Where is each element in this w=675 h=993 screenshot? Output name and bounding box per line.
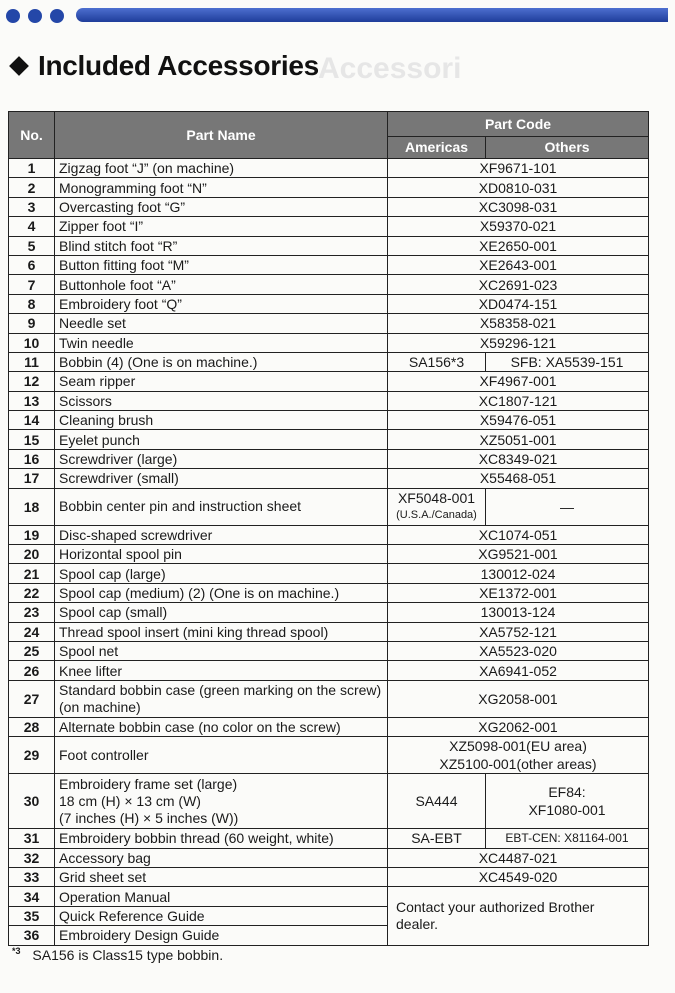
part-name: Spool cap (small) <box>55 603 388 622</box>
header-part-name: Part Name <box>55 112 388 159</box>
contact-dealer-note: Contact your authorized Brother dealer. <box>388 887 649 945</box>
row-number: 3 <box>9 197 55 216</box>
part-code <box>388 525 649 544</box>
table-row <box>9 661 649 680</box>
table-row <box>9 583 649 602</box>
part-code <box>388 848 649 867</box>
table-row <box>9 564 649 583</box>
part-code-value: XE2643-001 <box>479 257 557 274</box>
part-code <box>388 867 649 886</box>
table-row <box>9 488 649 525</box>
part-name: Twin needle <box>55 333 388 352</box>
table-row <box>9 333 649 352</box>
part-code-value: XC1074-051 <box>478 526 558 543</box>
table-row <box>9 178 649 197</box>
table-row <box>9 774 649 829</box>
table-row <box>9 829 649 848</box>
part-code-value: XC4549-020 <box>478 869 558 886</box>
part-name: Embroidery foot “Q” <box>55 294 388 313</box>
table-row <box>9 622 649 641</box>
header-dot-icon <box>50 9 64 23</box>
part-code <box>388 564 649 583</box>
part-name: Disc-shaped screwdriver <box>55 525 388 544</box>
part-name: Zipper foot “I” <box>55 217 388 236</box>
part-code <box>388 622 649 641</box>
row-number: 24 <box>9 622 55 641</box>
part-code-others <box>486 352 649 371</box>
part-code <box>388 178 649 197</box>
table-row <box>9 159 649 178</box>
row-number: 14 <box>9 411 55 430</box>
row-number: 20 <box>9 545 55 564</box>
americas-code: XF5048-001 <box>397 489 476 506</box>
part-code-value: XG2062-001 <box>478 718 558 735</box>
part-code-others <box>486 829 649 848</box>
table-row <box>9 680 649 717</box>
part-name: Button fitting foot “M” <box>55 255 388 274</box>
table-row <box>9 867 649 886</box>
row-number: 7 <box>9 275 55 294</box>
others-code: EBT-CEN: X81164-001 <box>505 831 629 846</box>
header-dot-icon <box>6 9 20 23</box>
footnote <box>12 946 223 963</box>
part-name: Horizontal spool pin <box>55 545 388 564</box>
part-code-value: XC3098-031 <box>478 198 558 215</box>
header-others: Others <box>486 136 649 158</box>
part-code <box>388 430 649 449</box>
americas-code: SA156*3 <box>408 354 465 371</box>
part-code-value: XZ5051-001 <box>479 431 557 448</box>
table-row <box>9 848 649 867</box>
part-code <box>388 197 649 216</box>
others-code: — <box>560 498 574 515</box>
row-number: 11 <box>9 352 55 371</box>
bleed-through-title: Accessori <box>318 52 462 85</box>
table-row <box>9 391 649 410</box>
part-code-value: XF4967-001 <box>479 373 557 390</box>
header-dot-icon <box>28 9 42 23</box>
part-code <box>388 583 649 602</box>
accessories-table <box>8 111 649 946</box>
part-code <box>388 545 649 564</box>
others-code: XF1080-001 <box>528 802 606 819</box>
part-code <box>388 449 649 468</box>
page-title-text: Included Accessories <box>38 50 319 81</box>
part-code <box>388 603 649 622</box>
part-code-value: XD0474-151 <box>478 295 558 312</box>
part-code <box>388 333 649 352</box>
page-header-bar <box>0 0 675 34</box>
part-name: Knee lifter <box>55 661 388 680</box>
row-number: 30 <box>9 774 55 829</box>
part-code-americas <box>388 488 486 525</box>
part-code-value: XC4487-021 <box>478 849 558 866</box>
part-name: Grid sheet set <box>55 867 388 886</box>
part-code-value: X59476-051 <box>479 412 557 429</box>
part-name: Needle set <box>55 314 388 333</box>
table-row <box>9 717 649 736</box>
part-code-value: XZ5100-001(other areas) <box>439 756 597 773</box>
part-name: Eyelet punch <box>55 430 388 449</box>
row-number: 1 <box>9 159 55 178</box>
row-number: 17 <box>9 469 55 488</box>
part-code-americas <box>388 774 486 829</box>
header-americas: Americas <box>388 136 486 158</box>
table-row <box>9 469 649 488</box>
row-number: 31 <box>9 829 55 848</box>
part-code <box>388 391 649 410</box>
part-code-value: XG2058-001 <box>478 690 558 707</box>
part-name: Zigzag foot “J” (on machine) <box>55 159 388 178</box>
header-no: No. <box>9 112 55 159</box>
part-name-line: 18 cm (H) × 13 cm (W) <box>59 792 201 809</box>
part-code <box>388 294 649 313</box>
page-title <box>8 50 319 82</box>
row-number: 12 <box>9 372 55 391</box>
part-name: Standard bobbin case (green marking on the screw) (on machine) <box>55 680 388 717</box>
part-name: Accessory bag <box>55 848 388 867</box>
part-name: Quick Reference Guide <box>55 906 388 925</box>
part-name: Alternate bobbin case (no color on the screw) <box>55 717 388 736</box>
part-code <box>388 469 649 488</box>
part-code-value: XF9671-101 <box>479 160 557 177</box>
part-code-value: XA5752-121 <box>479 623 557 640</box>
footnote-text: SA156 is Class15 type bobbin. <box>32 946 224 963</box>
part-code-others <box>486 774 649 829</box>
part-code-value: X59370-021 <box>479 218 557 235</box>
table-row <box>9 887 649 906</box>
part-name: Screwdriver (large) <box>55 449 388 468</box>
part-code <box>388 159 649 178</box>
part-name: Operation Manual <box>55 887 388 906</box>
part-code <box>388 717 649 736</box>
table-row <box>9 275 649 294</box>
table-row <box>9 294 649 313</box>
row-number: 9 <box>9 314 55 333</box>
row-number: 23 <box>9 603 55 622</box>
part-name: Bobbin (4) (One is on machine.) <box>55 352 388 371</box>
part-code-value: X59296-121 <box>479 334 557 351</box>
part-name: Monogramming foot “N” <box>55 178 388 197</box>
table-row <box>9 449 649 468</box>
part-code <box>388 372 649 391</box>
part-code-value: XE2650-001 <box>479 237 557 254</box>
row-number: 25 <box>9 641 55 660</box>
part-code <box>388 275 649 294</box>
part-code-americas <box>388 352 486 371</box>
table-row <box>9 236 649 255</box>
part-code-value: XZ5098-001(EU area) <box>449 738 587 755</box>
part-code <box>388 217 649 236</box>
part-code-value: XE1372-001 <box>479 585 557 601</box>
row-number: 15 <box>9 430 55 449</box>
part-name: Spool cap (medium) (2) (One is on machine.) <box>55 583 388 602</box>
part-name: Foot controller <box>55 737 388 774</box>
row-number: 29 <box>9 737 55 774</box>
others-code: SFB: XA5539-151 <box>510 354 624 371</box>
part-code <box>388 236 649 255</box>
part-name: Bobbin center pin and instruction sheet <box>55 488 388 525</box>
row-number: 4 <box>9 217 55 236</box>
table-row <box>9 372 649 391</box>
part-name: Buttonhole foot “A” <box>55 275 388 294</box>
part-code <box>388 255 649 274</box>
row-number: 13 <box>9 391 55 410</box>
part-code-americas <box>388 829 486 848</box>
part-name: Seam ripper <box>55 372 388 391</box>
part-name: Embroidery bobbin thread (60 weight, white) <box>55 829 388 848</box>
part-name: Thread spool insert (mini king thread spool) <box>55 622 388 641</box>
table-row <box>9 352 649 371</box>
americas-code: SA444 <box>415 793 458 810</box>
row-number: 5 <box>9 236 55 255</box>
part-code <box>388 661 649 680</box>
table-row <box>9 641 649 660</box>
part-code <box>388 641 649 660</box>
part-name: Overcasting foot “G” <box>55 197 388 216</box>
table-row <box>9 603 649 622</box>
row-number: 28 <box>9 717 55 736</box>
diamond-bullet-icon <box>9 56 29 76</box>
part-code-value: XC8349-021 <box>478 451 558 468</box>
part-code <box>388 411 649 430</box>
part-code-others <box>486 488 649 525</box>
part-code-value: XD0810-031 <box>478 179 558 196</box>
row-number: 19 <box>9 525 55 544</box>
part-code-value: 130013-124 <box>480 604 556 621</box>
table-row <box>9 217 649 236</box>
header-band <box>76 8 668 22</box>
part-name: Cleaning brush <box>55 411 388 430</box>
row-number: 32 <box>9 848 55 867</box>
row-number: 33 <box>9 867 55 886</box>
part-code-value: 130012-024 <box>480 565 556 582</box>
row-number: 10 <box>9 333 55 352</box>
row-number: 6 <box>9 255 55 274</box>
table-row <box>9 545 649 564</box>
part-code-value: XA6941-052 <box>479 662 557 679</box>
part-code-value: XC2691-023 <box>478 276 558 293</box>
part-code-value: XA5523-020 <box>479 643 557 660</box>
table-row <box>9 255 649 274</box>
part-code <box>388 680 649 717</box>
part-name: Spool net <box>55 641 388 660</box>
part-name <box>55 774 388 829</box>
part-code-value: XG9521-001 <box>478 546 558 563</box>
part-name: Embroidery Design Guide <box>55 926 388 945</box>
table-row <box>9 411 649 430</box>
row-number: 18 <box>9 488 55 525</box>
americas-code: SA-EBT <box>411 830 462 847</box>
part-name: Blind stitch foot “R” <box>55 236 388 255</box>
others-code: EF84: <box>548 784 586 801</box>
table-row <box>9 314 649 333</box>
table-row <box>9 430 649 449</box>
row-number: 2 <box>9 178 55 197</box>
part-code-value: X55468-051 <box>479 470 557 487</box>
row-number: 26 <box>9 661 55 680</box>
part-code <box>388 737 649 774</box>
part-code <box>388 314 649 333</box>
part-name: Screwdriver (small) <box>55 469 388 488</box>
part-name: Scissors <box>55 391 388 410</box>
row-number: 35 <box>9 906 55 925</box>
table-row <box>9 197 649 216</box>
header-part-code: Part Code <box>388 112 649 137</box>
table-row <box>9 525 649 544</box>
row-number: 8 <box>9 294 55 313</box>
row-number: 16 <box>9 449 55 468</box>
part-code-value: XC1807-121 <box>478 392 558 409</box>
row-number: 22 <box>9 583 55 602</box>
part-name: Spool cap (large) <box>55 564 388 583</box>
table-row <box>9 737 649 774</box>
part-name-line: (7 inches (H) × 5 inches (W)) <box>59 809 239 826</box>
row-number: 36 <box>9 926 55 945</box>
row-number: 34 <box>9 887 55 906</box>
part-code-value: X58358-021 <box>479 315 557 332</box>
row-number: 21 <box>9 564 55 583</box>
row-number: 27 <box>9 680 55 717</box>
footnote-marker: *3 <box>12 946 21 956</box>
part-name-line: Embroidery frame set (large) <box>59 775 238 792</box>
americas-note: (U.S.A./Canada) <box>396 508 477 521</box>
